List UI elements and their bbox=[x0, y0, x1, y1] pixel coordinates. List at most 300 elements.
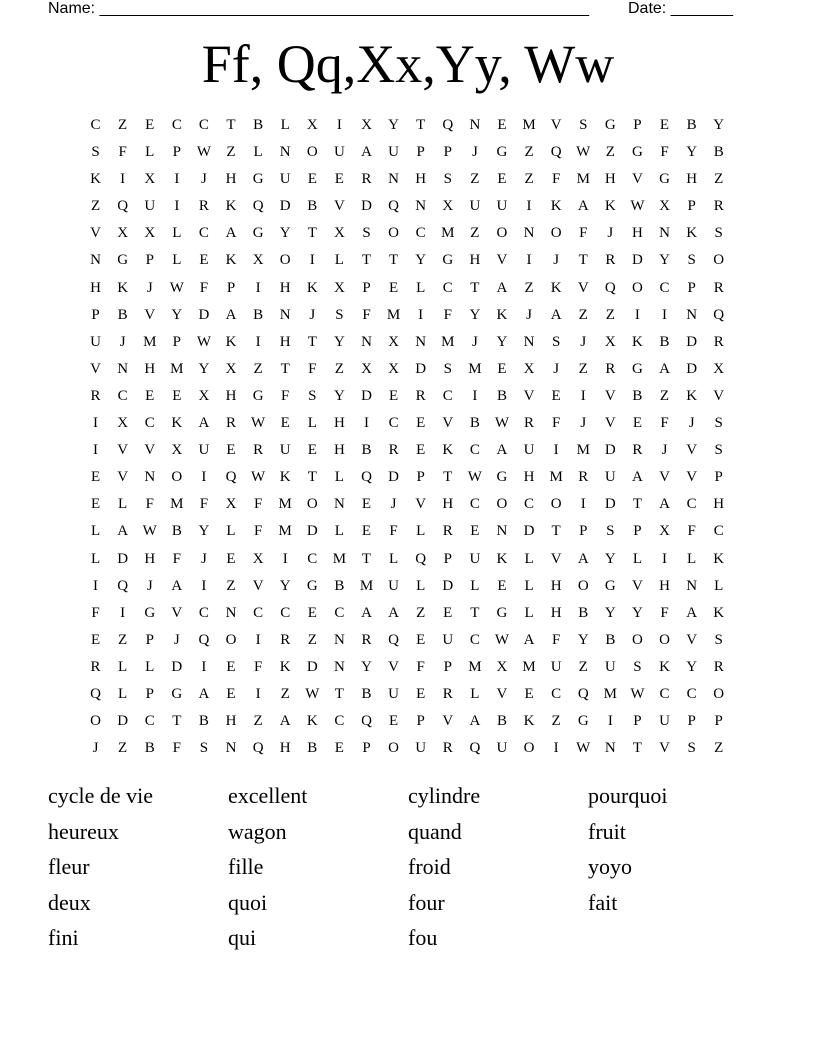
grid-letter[interactable]: I bbox=[472, 387, 478, 404]
grid-letter[interactable]: E bbox=[361, 496, 372, 513]
grid-letter[interactable]: X bbox=[225, 360, 237, 377]
grid-letter[interactable]: U bbox=[388, 144, 399, 161]
grid-letter[interactable]: M bbox=[576, 171, 590, 188]
grid-letter[interactable]: V bbox=[686, 442, 698, 459]
grid-letter[interactable]: G bbox=[442, 252, 454, 269]
grid-letter[interactable]: Q bbox=[252, 198, 264, 215]
grid-letter[interactable]: F bbox=[687, 523, 696, 540]
grid-letter[interactable]: S bbox=[199, 740, 209, 757]
grid-letter[interactable]: F bbox=[660, 415, 669, 432]
grid-letter[interactable]: L bbox=[226, 523, 236, 540]
grid-letter[interactable]: C bbox=[442, 387, 453, 404]
grid-letter[interactable]: I bbox=[174, 198, 180, 215]
grid-letter[interactable]: U bbox=[496, 198, 508, 215]
grid-letter[interactable]: T bbox=[551, 523, 561, 540]
grid-letter[interactable]: I bbox=[607, 713, 613, 730]
grid-letter[interactable]: M bbox=[549, 469, 563, 486]
grid-letter[interactable]: X bbox=[523, 360, 535, 377]
grid-letter[interactable]: H bbox=[550, 577, 562, 594]
grid-letter[interactable]: F bbox=[145, 496, 154, 513]
grid-letter[interactable]: R bbox=[713, 333, 724, 350]
grid-letter[interactable]: I bbox=[336, 117, 342, 133]
grid-letter[interactable]: U bbox=[442, 631, 454, 648]
grid-letter[interactable]: Q bbox=[604, 279, 616, 296]
grid-letter[interactable]: E bbox=[226, 442, 236, 459]
grid-letter[interactable]: F bbox=[199, 279, 209, 296]
grid-letter[interactable]: N bbox=[496, 523, 508, 540]
grid-letter[interactable]: K bbox=[171, 415, 183, 432]
grid-letter[interactable]: E bbox=[470, 523, 480, 540]
grid-letter[interactable]: O bbox=[550, 496, 562, 513]
grid-letter[interactable]: L bbox=[470, 577, 480, 594]
grid-letter[interactable]: M bbox=[468, 658, 482, 675]
grid-letter[interactable]: F bbox=[551, 631, 561, 648]
grid-letter[interactable]: C bbox=[388, 415, 399, 432]
grid-letter[interactable]: P bbox=[145, 685, 154, 702]
grid-letter[interactable]: V bbox=[144, 306, 156, 323]
grid-letter[interactable]: D bbox=[388, 469, 399, 486]
grid-letter[interactable]: Y bbox=[469, 306, 481, 323]
grid-letter[interactable]: V bbox=[577, 279, 589, 296]
grid-letter[interactable]: L bbox=[172, 225, 182, 242]
grid-letter[interactable]: J bbox=[390, 496, 397, 513]
grid-letter[interactable]: I bbox=[553, 740, 559, 757]
grid-letter[interactable]: Z bbox=[659, 387, 670, 404]
grid-letter[interactable]: I bbox=[255, 631, 261, 648]
grid-letter[interactable]: N bbox=[144, 469, 156, 486]
grid-letter[interactable]: V bbox=[90, 225, 101, 242]
grid-letter[interactable]: E bbox=[145, 117, 155, 133]
grid-letter[interactable]: I bbox=[93, 442, 99, 459]
grid-letter[interactable]: M bbox=[332, 550, 347, 567]
grid-letter[interactable]: O bbox=[713, 685, 725, 702]
grid-letter[interactable]: N bbox=[686, 306, 698, 323]
grid-letter[interactable]: A bbox=[659, 496, 670, 513]
grid-letter[interactable]: A bbox=[632, 469, 643, 486]
grid-letter[interactable]: V bbox=[686, 631, 698, 648]
grid-letter[interactable]: D bbox=[686, 360, 698, 377]
grid-letter[interactable]: K bbox=[225, 252, 237, 269]
grid-letter[interactable]: P bbox=[91, 306, 100, 323]
grid-letter[interactable]: F bbox=[443, 306, 452, 323]
grid-letter[interactable]: X bbox=[388, 360, 399, 377]
grid-letter[interactable]: J bbox=[553, 360, 560, 377]
grid-letter[interactable]: G bbox=[496, 469, 508, 486]
grid-letter[interactable]: N bbox=[333, 496, 345, 513]
grid-letter[interactable]: I bbox=[662, 550, 668, 567]
grid-letter[interactable]: R bbox=[361, 171, 372, 188]
grid-letter[interactable]: E bbox=[90, 631, 101, 648]
grid-letter[interactable]: C bbox=[334, 713, 345, 730]
grid-letter[interactable]: K bbox=[713, 604, 725, 621]
grid-letter[interactable]: G bbox=[496, 144, 508, 161]
grid-letter[interactable]: H bbox=[225, 171, 237, 188]
grid-letter[interactable]: A bbox=[659, 360, 670, 377]
grid-letter[interactable]: H bbox=[713, 496, 725, 513]
grid-letter[interactable]: V bbox=[333, 198, 345, 215]
grid-letter[interactable]: Z bbox=[578, 360, 588, 377]
grid-letter[interactable]: C bbox=[253, 604, 264, 621]
grid-letter[interactable]: V bbox=[713, 387, 725, 404]
grid-letter[interactable]: K bbox=[686, 387, 698, 404]
grid-letter[interactable]: V bbox=[415, 496, 427, 513]
grid-letter[interactable]: F bbox=[308, 360, 317, 377]
grid-letter[interactable]: F bbox=[199, 496, 209, 513]
grid-letter[interactable]: R bbox=[90, 387, 101, 404]
grid-letter[interactable]: X bbox=[659, 523, 670, 540]
grid-letter[interactable]: E bbox=[416, 685, 426, 702]
grid-letter[interactable]: U bbox=[90, 333, 101, 350]
grid-letter[interactable]: J bbox=[580, 333, 587, 350]
grid-letter[interactable]: F bbox=[551, 171, 561, 188]
grid-letter[interactable]: P bbox=[633, 713, 642, 730]
grid-letter[interactable]: S bbox=[633, 658, 642, 675]
grid-letter[interactable]: D bbox=[279, 198, 291, 215]
grid-letter[interactable]: B bbox=[307, 198, 318, 215]
grid-letter[interactable]: I bbox=[201, 658, 207, 675]
grid-letter[interactable]: W bbox=[630, 198, 645, 215]
grid-letter[interactable]: V bbox=[659, 469, 670, 486]
grid-letter[interactable]: W bbox=[630, 685, 645, 702]
grid-letter[interactable]: C bbox=[686, 685, 697, 702]
grid-letter[interactable]: J bbox=[309, 306, 316, 323]
grid-letter[interactable]: P bbox=[443, 144, 452, 161]
grid-letter[interactable]: U bbox=[279, 442, 291, 459]
grid-letter[interactable]: X bbox=[361, 360, 372, 377]
grid-letter[interactable]: V bbox=[550, 117, 562, 133]
grid-letter[interactable]: F bbox=[118, 144, 127, 161]
grid-letter[interactable]: R bbox=[415, 387, 426, 404]
grid-letter[interactable]: H bbox=[279, 279, 291, 296]
grid-letter[interactable]: P bbox=[687, 279, 696, 296]
grid-letter[interactable]: N bbox=[388, 171, 399, 188]
grid-letter[interactable]: L bbox=[145, 658, 155, 675]
grid-letter[interactable]: Z bbox=[280, 685, 290, 702]
grid-letter[interactable]: L bbox=[687, 550, 697, 567]
grid-letter[interactable]: X bbox=[659, 198, 670, 215]
grid-letter[interactable]: Q bbox=[442, 117, 454, 133]
grid-letter[interactable]: H bbox=[659, 577, 670, 594]
grid-letter[interactable]: T bbox=[470, 604, 480, 621]
grid-letter[interactable]: F bbox=[362, 306, 371, 323]
grid-letter[interactable]: Z bbox=[470, 225, 480, 242]
grid-letter[interactable]: A bbox=[523, 631, 535, 648]
grid-letter[interactable]: W bbox=[494, 631, 510, 648]
grid-letter[interactable]: D bbox=[523, 523, 535, 540]
grid-letter[interactable]: V bbox=[659, 740, 670, 757]
grid-letter[interactable]: M bbox=[576, 442, 590, 459]
grid-letter[interactable]: D bbox=[117, 550, 129, 567]
grid-letter[interactable]: V bbox=[117, 469, 129, 486]
grid-letter[interactable]: E bbox=[632, 415, 642, 432]
grid-letter[interactable]: P bbox=[714, 713, 723, 730]
grid-letter[interactable]: H bbox=[90, 279, 101, 296]
grid-letter[interactable]: D bbox=[198, 306, 210, 323]
grid-letter[interactable]: N bbox=[523, 333, 535, 350]
grid-letter[interactable]: A bbox=[469, 713, 481, 730]
grid-letter[interactable]: E bbox=[497, 360, 507, 377]
grid-letter[interactable]: E bbox=[416, 415, 426, 432]
grid-letter[interactable]: X bbox=[252, 252, 264, 269]
grid-letter[interactable]: J bbox=[526, 306, 532, 323]
grid-letter[interactable]: R bbox=[388, 442, 399, 459]
grid-letter[interactable]: C bbox=[144, 415, 155, 432]
grid-letter[interactable]: F bbox=[253, 523, 263, 540]
grid-letter[interactable]: R bbox=[198, 198, 209, 215]
grid-letter[interactable]: J bbox=[146, 577, 153, 594]
grid-letter[interactable]: U bbox=[469, 550, 481, 567]
grid-letter[interactable]: G bbox=[252, 225, 264, 242]
grid-letter[interactable]: B bbox=[632, 387, 643, 404]
grid-letter[interactable]: U bbox=[279, 171, 291, 188]
grid-letter[interactable]: T bbox=[578, 252, 588, 269]
grid-letter[interactable]: A bbox=[361, 604, 372, 621]
grid-letter[interactable]: C bbox=[686, 496, 697, 513]
grid-letter[interactable]: G bbox=[306, 577, 318, 594]
grid-letter[interactable]: G bbox=[117, 252, 129, 269]
grid-letter[interactable]: I bbox=[255, 279, 261, 296]
grid-letter[interactable]: B bbox=[496, 713, 507, 730]
grid-letter[interactable]: L bbox=[307, 415, 317, 432]
grid-letter[interactable]: X bbox=[604, 333, 616, 350]
grid-letter[interactable]: Y bbox=[198, 360, 210, 377]
grid-letter[interactable]: S bbox=[714, 442, 723, 459]
grid-letter[interactable]: Y bbox=[686, 144, 698, 161]
grid-letter[interactable]: Y bbox=[577, 631, 589, 648]
grid-letter[interactable]: K bbox=[117, 279, 129, 296]
grid-letter[interactable]: T bbox=[307, 469, 317, 486]
grid-letter[interactable]: V bbox=[496, 685, 508, 702]
grid-letter[interactable]: J bbox=[201, 550, 207, 567]
grid-letter[interactable]: H bbox=[604, 171, 616, 188]
grid-letter[interactable]: Y bbox=[604, 550, 616, 567]
grid-letter[interactable]: L bbox=[416, 279, 426, 296]
grid-letter[interactable]: T bbox=[443, 469, 453, 486]
grid-letter[interactable]: Y bbox=[415, 252, 427, 269]
grid-letter[interactable]: K bbox=[632, 333, 643, 350]
grid-letter[interactable]: I bbox=[174, 171, 180, 188]
grid-letter[interactable]: X bbox=[171, 442, 183, 459]
grid-letter[interactable]: X bbox=[333, 225, 345, 242]
grid-letter[interactable]: Z bbox=[524, 171, 534, 188]
grid-letter[interactable]: W bbox=[467, 469, 482, 486]
grid-letter[interactable]: K bbox=[659, 658, 670, 675]
grid-letter[interactable]: Q bbox=[198, 631, 210, 648]
grid-letter[interactable]: U bbox=[469, 198, 481, 215]
grid-letter[interactable]: J bbox=[471, 333, 478, 350]
grid-letter[interactable]: U bbox=[550, 658, 562, 675]
grid-letter[interactable]: L bbox=[90, 523, 101, 540]
grid-letter[interactable]: G bbox=[252, 171, 264, 188]
grid-letter[interactable]: E bbox=[388, 387, 399, 404]
grid-letter[interactable]: O bbox=[496, 225, 508, 242]
grid-letter[interactable]: D bbox=[306, 658, 318, 675]
grid-letter[interactable]: O bbox=[659, 631, 670, 648]
grid-letter[interactable]: F bbox=[389, 523, 398, 540]
grid-letter[interactable]: Q bbox=[550, 144, 562, 161]
grid-letter[interactable]: I bbox=[201, 469, 207, 486]
grid-letter[interactable]: M bbox=[522, 117, 536, 133]
grid-letter[interactable]: K bbox=[550, 279, 562, 296]
grid-letter[interactable]: M bbox=[522, 658, 536, 675]
grid-letter[interactable]: Z bbox=[118, 631, 128, 648]
grid-letter[interactable]: P bbox=[633, 523, 642, 540]
grid-letter[interactable]: X bbox=[713, 360, 725, 377]
grid-letter[interactable]: U bbox=[604, 469, 616, 486]
grid-letter[interactable]: W bbox=[494, 415, 510, 432]
grid-letter[interactable]: Q bbox=[415, 550, 427, 567]
grid-letter[interactable]: E bbox=[388, 279, 399, 296]
grid-letter[interactable]: Z bbox=[578, 306, 588, 323]
grid-letter[interactable]: D bbox=[604, 442, 616, 459]
grid-letter[interactable]: E bbox=[307, 604, 317, 621]
grid-letter[interactable]: N bbox=[117, 360, 129, 377]
grid-letter[interactable]: J bbox=[471, 144, 478, 161]
grid-letter[interactable]: W bbox=[142, 523, 157, 540]
grid-letter[interactable]: L bbox=[334, 469, 344, 486]
grid-letter[interactable]: G bbox=[496, 604, 508, 621]
grid-letter[interactable]: Y bbox=[632, 604, 643, 621]
grid-letter[interactable]: M bbox=[170, 360, 184, 377]
grid-letter[interactable]: S bbox=[687, 740, 696, 757]
grid-letter[interactable]: Q bbox=[252, 740, 264, 757]
grid-letter[interactable]: C bbox=[551, 685, 562, 702]
grid-letter[interactable]: X bbox=[252, 550, 264, 567]
grid-letter[interactable]: G bbox=[604, 577, 616, 594]
grid-letter[interactable]: A bbox=[361, 144, 372, 161]
grid-letter[interactable]: O bbox=[632, 279, 643, 296]
grid-letter[interactable]: J bbox=[119, 333, 126, 350]
grid-letter[interactable]: L bbox=[90, 550, 101, 567]
grid-letter[interactable]: D bbox=[117, 713, 129, 730]
grid-letter[interactable]: T bbox=[307, 333, 317, 350]
grid-letter[interactable]: W bbox=[576, 144, 591, 161]
grid-letter[interactable]: H bbox=[632, 225, 643, 242]
grid-letter[interactable]: I bbox=[309, 252, 315, 269]
grid-letter[interactable]: C bbox=[90, 117, 101, 133]
grid-letter[interactable]: C bbox=[198, 225, 209, 242]
grid-letter[interactable]: C bbox=[144, 713, 155, 730]
grid-letter[interactable]: Z bbox=[416, 604, 426, 621]
grid-letter[interactable]: Z bbox=[578, 658, 588, 675]
grid-letter[interactable]: Z bbox=[470, 171, 480, 188]
grid-letter[interactable]: L bbox=[524, 604, 534, 621]
grid-letter[interactable]: B bbox=[496, 387, 507, 404]
grid-letter[interactable]: E bbox=[226, 685, 236, 702]
grid-letter[interactable]: U bbox=[659, 713, 670, 730]
grid-letter[interactable]: K bbox=[306, 279, 318, 296]
grid-letter[interactable]: V bbox=[171, 604, 183, 621]
grid-letter[interactable]: Z bbox=[551, 713, 561, 730]
grid-letter[interactable]: Z bbox=[334, 360, 344, 377]
grid-letter[interactable]: R bbox=[361, 631, 372, 648]
grid-letter[interactable]: D bbox=[442, 577, 454, 594]
grid-letter[interactable]: K bbox=[496, 306, 508, 323]
grid-letter[interactable]: C bbox=[307, 550, 318, 567]
grid-letter[interactable]: B bbox=[198, 713, 209, 730]
grid-letter[interactable]: V bbox=[604, 415, 616, 432]
grid-letter[interactable]: F bbox=[579, 225, 588, 242]
grid-letter[interactable]: R bbox=[442, 740, 453, 757]
grid-letter[interactable]: U bbox=[144, 198, 156, 215]
grid-letter[interactable]: H bbox=[333, 415, 345, 432]
grid-letter[interactable]: L bbox=[253, 144, 263, 161]
grid-letter[interactable]: T bbox=[172, 713, 182, 730]
grid-letter[interactable]: G bbox=[577, 713, 589, 730]
grid-letter[interactable]: H bbox=[469, 252, 481, 269]
grid-letter[interactable]: N bbox=[659, 225, 670, 242]
grid-letter[interactable]: E bbox=[416, 631, 426, 648]
grid-letter[interactable]: N bbox=[415, 333, 427, 350]
grid-letter[interactable]: Y bbox=[198, 523, 210, 540]
grid-letter[interactable]: X bbox=[117, 415, 129, 432]
grid-letter[interactable]: K bbox=[279, 469, 291, 486]
grid-letter[interactable]: K bbox=[306, 713, 318, 730]
grid-letter[interactable]: P bbox=[362, 279, 371, 296]
grid-letter[interactable]: H bbox=[442, 496, 454, 513]
grid-letter[interactable]: L bbox=[172, 252, 182, 269]
grid-letter[interactable]: F bbox=[660, 144, 669, 161]
grid-letter[interactable]: X bbox=[442, 198, 454, 215]
grid-letter[interactable]: Z bbox=[714, 740, 724, 757]
grid-letter[interactable]: P bbox=[443, 550, 452, 567]
grid-letter[interactable]: Z bbox=[714, 171, 724, 188]
grid-letter[interactable]: J bbox=[92, 740, 99, 757]
grid-letter[interactable]: M bbox=[359, 577, 374, 594]
grid-letter[interactable]: T bbox=[388, 252, 399, 269]
grid-letter[interactable]: I bbox=[363, 415, 369, 432]
grid-letter[interactable]: S bbox=[362, 225, 371, 242]
grid-letter[interactable]: C bbox=[469, 496, 480, 513]
grid-letter[interactable]: V bbox=[523, 387, 535, 404]
grid-letter[interactable]: M bbox=[603, 685, 617, 702]
grid-letter[interactable]: M bbox=[468, 360, 482, 377]
grid-letter[interactable]: H bbox=[225, 387, 237, 404]
grid-letter[interactable]: D bbox=[632, 252, 643, 269]
grid-letter[interactable]: M bbox=[278, 496, 292, 513]
grid-letter[interactable]: H bbox=[144, 360, 156, 377]
grid-letter[interactable]: D bbox=[604, 496, 616, 513]
grid-letter[interactable]: L bbox=[632, 550, 642, 567]
grid-letter[interactable]: L bbox=[416, 523, 426, 540]
grid-letter[interactable]: G bbox=[171, 685, 183, 702]
grid-letter[interactable]: E bbox=[172, 387, 182, 404]
grid-letter[interactable]: E bbox=[307, 442, 317, 459]
grid-letter[interactable]: Y bbox=[686, 658, 698, 675]
grid-letter[interactable]: A bbox=[496, 279, 508, 296]
grid-letter[interactable]: J bbox=[688, 415, 695, 432]
grid-letter[interactable]: K bbox=[279, 658, 291, 675]
grid-letter[interactable]: E bbox=[90, 469, 101, 486]
grid-letter[interactable]: V bbox=[442, 415, 454, 432]
grid-letter[interactable]: X bbox=[117, 225, 129, 242]
grid-letter[interactable]: E bbox=[226, 550, 236, 567]
grid-letter[interactable]: I bbox=[580, 496, 586, 513]
grid-letter[interactable]: H bbox=[225, 713, 237, 730]
grid-letter[interactable]: W bbox=[251, 415, 266, 432]
grid-letter[interactable]: V bbox=[496, 252, 508, 269]
grid-letter[interactable]: S bbox=[606, 523, 615, 540]
grid-letter[interactable]: H bbox=[415, 171, 427, 188]
grid-letter[interactable]: B bbox=[713, 144, 724, 161]
grid-letter[interactable]: A bbox=[117, 523, 129, 540]
grid-letter[interactable]: F bbox=[253, 496, 263, 513]
grid-letter[interactable]: A bbox=[171, 577, 183, 594]
grid-letter[interactable]: I bbox=[120, 171, 126, 188]
grid-letter[interactable]: J bbox=[553, 252, 560, 269]
grid-letter[interactable]: I bbox=[634, 306, 640, 323]
grid-letter[interactable]: R bbox=[226, 415, 237, 432]
